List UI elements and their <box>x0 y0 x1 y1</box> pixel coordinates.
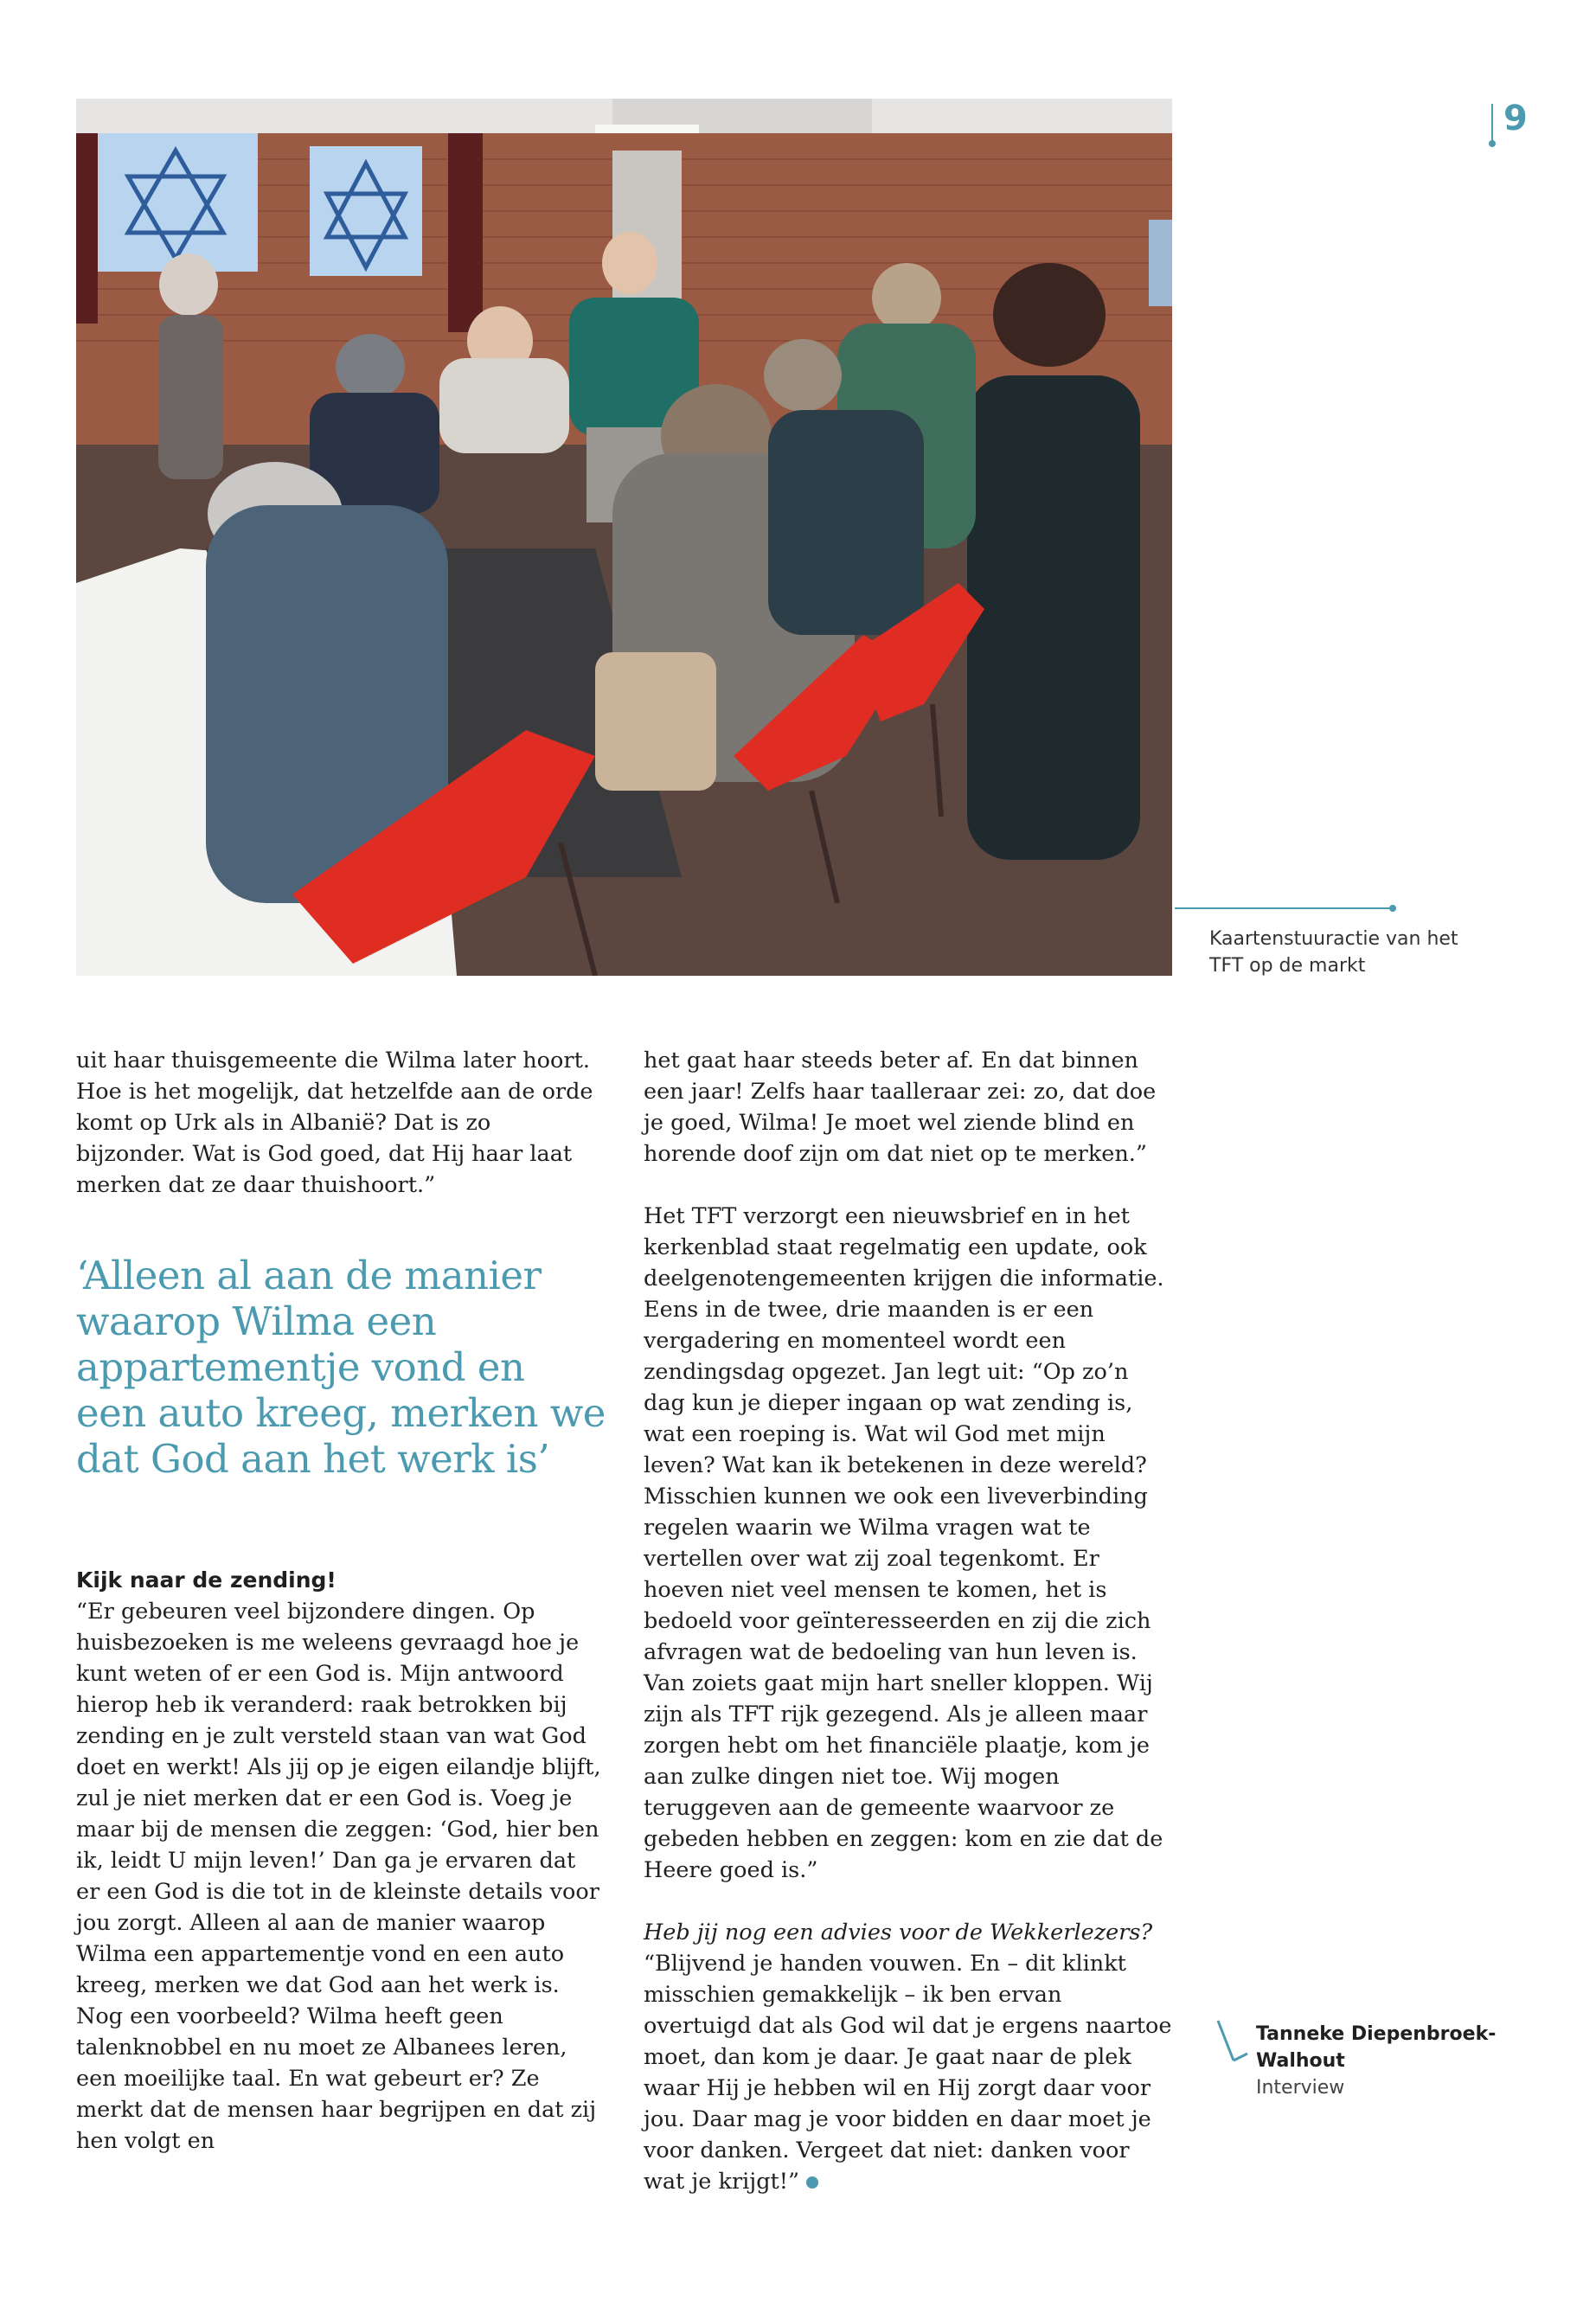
author-credit <box>1256 2021 1516 2101</box>
page-number-text: 9 <box>1503 99 1528 138</box>
page-number <box>1491 97 1528 144</box>
author-name-line-2: Walhout <box>1256 2050 1345 2072</box>
end-mark-icon <box>806 2176 818 2189</box>
right-paragraph-2: Het TFT verzorgt een nieuwsbrief en in het kerkenblad staat regelmatig een update, ook deelgenotengemeenten krijgen die informatie. Eens in de twee, drie maanden is er een vergadering en momenteel wordt een zendingsdag opgezet. Jan legt uit: “Op zo’n dag kun je dieper ingaan op wat zending is, wat een roeping is. Wat wil God met mijn leven? Wat kan ik betekenen in deze wereld? Misschien kunnen we ook een liveverbinding regelen waarin we Wilma vragen wat te vertellen over wat zij zoal tegenkomt. Er hoeven niet veel mensen te komen, het is bedoeld voor geïnteresseerden en zij die zich afvragen wat de bedoeling van hun leven is. Van zoiets gaat mijn hart sneller kloppen. Wij zijn als TFT rijk gezegend. Als je alleen maar zorgen hebt om het financiële plaatje, kom je aan zulke dingen niet toe. Wij mogen teruggeven aan de gemeente waarvoor ze gebeden hebben en zeggen: kom en zie dat de Heere goed is.” <box>644 1203 1164 1883</box>
article-column-left <box>76 1045 606 2157</box>
photo-market-scene-icon <box>76 99 1172 976</box>
right-paragraph-3-text: “Blijvend je handen vouwen. En – dit klinkt misschien gemakkelijk – ik ben ervan overtuigd dat als God wil dat je ergens naartoe moet, dan kom je daar. Je gaat naar de plek waar Hij je hebben wil en Hij zorgt daar voor jou. Daar mag je voor bidden en daar moet je voor danken. Vergeet dat niet: danken voor wat je krijgt!” <box>644 1951 1172 2195</box>
author-arrow-icon <box>1215 2019 1249 2067</box>
pull-quote: ‘Alleen al aan de manier waarop Wilma een appartementje vond en een auto kreeg, merken we dat God aan het werk is’ <box>76 1253 606 1482</box>
left-paragraph-1: uit haar thuisgemeente die Wilma later hoort. Hoe is het mogelijk, dat hetzelfde aan de orde komt op Urk als in Albanië? Dat is zo bijzonder. Wat is God goed, dat Hij haar laat merken dat ze daar thuishoort.” <box>76 1048 593 1198</box>
page-number-rule <box>1491 104 1493 144</box>
article-column-right <box>644 1045 1173 2197</box>
right-paragraph-1: het gaat haar steeds beter af. En dat binnen een jaar! Zelfs haar taalleraar zei: zo, dat doe je goed, Wilma! Je moet wel ziende blind en horende doof zijn om dat niet op te merken.” <box>644 1048 1157 1167</box>
photo-caption: Kaartenstuuractie van het TFT op de markt <box>1209 928 1458 977</box>
left-paragraph-2: “Er gebeuren veel bijzondere dingen. Op huisbezoeken is me weleens gevraagd hoe je kunt weten of er een God is. Mijn antwoord hierop heb ik veranderd: raak betrokken bij zending en je zult versteld staan van wat God doet en werkt! Als jij op je eigen eilandje blijft, zul je niet merken dat er een God is. Voeg je maar bij de mensen die zeggen: ‘God, hier ben ik, leidt U mijn leven!’ Dan ga je ervaren dat er een God is die tot in de kleinste details voor jou zorgt. Alleen al aan de manier waarop Wilma een appartementje vond en een auto kreeg, merken we dat God aan het werk is. Nog een voorbeeld? Wilma heeft geen talenknobbel en nu moet ze Albanees leren, een moeilijke taal. En wat gebeurt er? Ze merkt dat de mensen haar begrijpen en dat zij hen volgt en <box>76 1599 601 2154</box>
market-photo <box>76 99 1172 976</box>
interview-question: Heb jij nog een advies voor de Wekkerlezers? <box>644 1920 1153 1945</box>
section-heading: Kijk naar de zending! <box>76 1567 337 1593</box>
right-paragraph-3 <box>644 1948 1173 2197</box>
author-name-line-1: Tanneke Diepenbroek- <box>1256 2023 1497 2045</box>
caption-connector <box>1175 907 1393 909</box>
author-role: Interview <box>1256 2077 1345 2099</box>
